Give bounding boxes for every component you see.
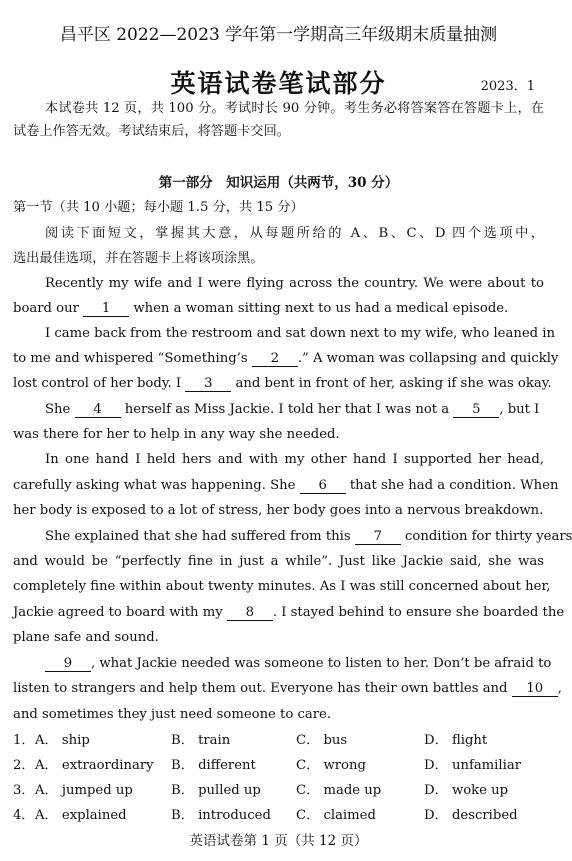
blank-1: 1 xyxy=(83,301,129,317)
passage-line xyxy=(13,350,559,368)
passage-line xyxy=(45,528,572,546)
option-d[interactable]: D． woke up xyxy=(424,783,509,798)
passage-text: She xyxy=(45,402,71,417)
option-c[interactable]: C． made up xyxy=(296,783,382,798)
passage-text: She explained that she had suffered from this xyxy=(45,529,351,544)
passage-line: her body is exposed to a lot of stress, her body goes into a nervous breakdown. xyxy=(13,503,544,518)
passage-text: herself as Miss Jackie. I told her that I was not a xyxy=(124,402,450,417)
passage-line: and sometimes they just need someone to care. xyxy=(13,707,332,722)
section1-title: 第一节（共 10 小题；每小题 1.5 分，共 15 分） xyxy=(13,200,304,215)
exam-date: 2023．1 xyxy=(480,79,535,94)
exam-header: 昌平区 2022—2023 学年第一学期高三年级期末质量抽测 xyxy=(59,25,498,45)
passage-text: condition for thirty years xyxy=(405,529,572,544)
directions-line-1: 阅读下面短文，掌握其大意，从每题所给的 A、B、C、D 四个选项中， xyxy=(45,226,544,241)
passage-line: plane safe and sound. xyxy=(13,630,159,645)
blank-8: 8 xyxy=(227,605,273,621)
instructions-line-1: 本试卷共 12 页，共 100 分。考试时长 90 分钟。考生务必将答案答在答题卡上，在 xyxy=(45,101,544,116)
passage-text: lost control of her body. I xyxy=(13,376,182,391)
blank-10: 10 xyxy=(512,681,558,697)
option-d[interactable]: D． unfamiliar xyxy=(424,758,522,773)
passage-text: board our xyxy=(13,301,79,316)
passage-text: when a woman sitting next to us had a medical episode. xyxy=(133,301,509,316)
passage-text: . I stayed behind to ensure she boarded the xyxy=(272,605,565,620)
blank-9: 9 xyxy=(45,656,91,672)
passage-line xyxy=(45,655,552,673)
passage-text: that she had a condition. When xyxy=(349,478,559,493)
question-number: 2． xyxy=(13,758,35,773)
passage-text: listen to strangers and help them out. Everyone has their own battles and xyxy=(13,681,508,696)
option-c[interactable]: C． bus xyxy=(296,733,348,748)
passage-line xyxy=(13,477,559,495)
blank-5: 5 xyxy=(453,402,499,418)
option-c[interactable]: C． wrong xyxy=(296,758,366,773)
question-number: 4． xyxy=(13,808,35,823)
blank-6: 6 xyxy=(300,478,346,494)
passage-text: , but I xyxy=(499,402,540,417)
passage-line xyxy=(13,300,544,318)
option-b[interactable]: B． introduced xyxy=(171,808,271,823)
passage-text: , what Jackie needed was someone to listen to her. Don’t be afraid to xyxy=(91,656,552,671)
passage-line xyxy=(13,375,552,393)
page-title: 英语试卷笔试部分 xyxy=(170,69,387,98)
part1-title: 第一部分 知识运用（共两节，30 分） xyxy=(158,175,399,191)
passage-line: In one hand I held hers and with my other hand I supported her head, xyxy=(45,452,544,467)
option-a[interactable]: A． extraordinary xyxy=(35,758,154,773)
passage-text: and bent in front of her, asking if she was okay. xyxy=(235,376,552,391)
option-a[interactable]: A． explained xyxy=(35,808,127,823)
passage-line: and would be “perfectly fine in just a while”. Just like Jackie said, she was xyxy=(13,554,544,569)
passage-text: Jackie agreed to board with my xyxy=(13,605,223,620)
blank-2: 2 xyxy=(252,351,298,367)
option-b[interactable]: B． pulled up xyxy=(171,783,261,798)
passage-line: Recently my wife and I were flying across the country. We were about to xyxy=(45,276,544,291)
option-a[interactable]: A． jumped up xyxy=(35,783,133,798)
blank-3: 3 xyxy=(185,376,231,392)
passage-line xyxy=(45,401,544,419)
question-number: 3． xyxy=(13,783,35,798)
question-number: 1． xyxy=(13,733,35,748)
passage-text: carefully asking what was happening. She xyxy=(13,478,296,493)
option-c[interactable]: C． claimed xyxy=(296,808,376,823)
option-d[interactable]: D． described xyxy=(424,808,518,823)
passage-line: I came back from the restroom and sat down next to my wife, who leaned in xyxy=(45,326,555,341)
instructions-line-2: 试卷上作答无效。考试结束后，将答题卡交回。 xyxy=(13,124,290,139)
directions-line-2: 选出最佳选项，并在答题卡上将该项涂黑。 xyxy=(13,251,264,266)
passage-text: , xyxy=(557,681,562,696)
blank-4: 4 xyxy=(75,402,121,418)
passage-text: .” A woman was collapsing and quickly xyxy=(297,351,559,366)
option-b[interactable]: B． train xyxy=(171,733,231,748)
option-b[interactable]: B． different xyxy=(171,758,256,773)
option-d[interactable]: D． flight xyxy=(424,733,488,748)
option-a[interactable]: A． ship xyxy=(35,733,90,748)
page-footer: 英语试卷第 1 页（共 12 页） xyxy=(189,833,368,849)
passage-line: was there for her to help in any way she needed. xyxy=(13,427,340,442)
passage-text: to me and whispered “Something’s xyxy=(13,351,248,366)
passage-line: completely fine within about twenty minutes. As I was still concerned about her, xyxy=(13,579,551,594)
passage-line xyxy=(13,604,565,622)
passage-line xyxy=(13,680,562,698)
blank-7: 7 xyxy=(355,529,401,545)
